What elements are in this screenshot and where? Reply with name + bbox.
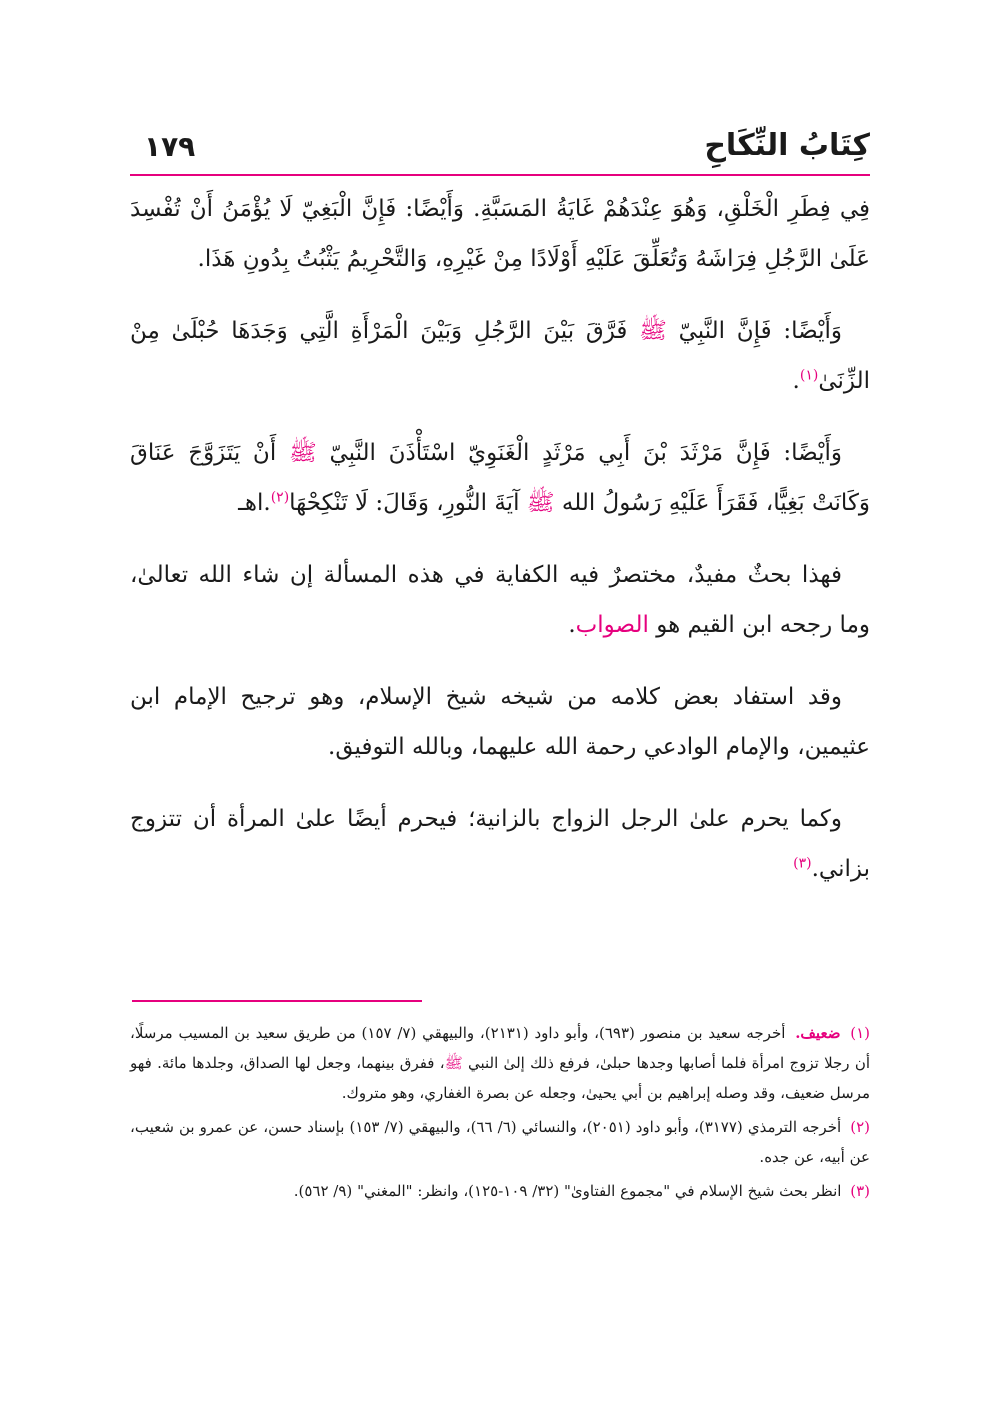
footnote-1-text-b: ، ففرق بينهما، وجعل لها الصداق، وجلدها مائة. فهو مرسل ضعيف، وقد وصله إبراهيم بن أبي يحيىٰ، وجعله عن بصرة الغفاري، وهو متروك. <box>130 1054 870 1102</box>
footnote-3-text-a: انظر بحث شيخ الإسلام في <box>674 1182 842 1200</box>
paragraph-5-text: وقد استفاد بعض كلامه من شيخه شيخ الإسلام، وهو ترجيح الإمام ابن عثيمين، والإمام الوادعي رحمة الله عليهما، وبالله التوفيق. <box>130 684 870 760</box>
salutation-glyph: ﷺ <box>639 318 667 344</box>
paragraph-1-text: فِي فِطَرِ الْخَلْقِ، وَهُوَ عِنْدَهُمْ غَايَةُ المَسَبَّةِ. وَأَيْضًا: فَإِنَّ الْبَغِيّ لَا يُؤْمَنُ أَنْ تُفْسِدَ عَلَىٰ الرَّجُلِ فِرَاشَهُ وَتُعَلِّقَ عَلَيْهِ أَوْلَادًا مِنْ غَيْرِهِ، وَالتَّحْرِيمُ يَثْبُتُ بِدُونِ هَذَا. <box>130 196 870 272</box>
page-number: ١٧٩ <box>144 130 196 163</box>
salutation-glyph: ﷺ <box>288 440 317 466</box>
paragraph-3-text-b: أَنْ يَتَزَوَّجَ عَنَاقَ وَكَانَتْ بَغِيًّا، فَقَرَأَ عَلَيْهِ رَسُولُ الله <box>130 440 870 516</box>
footnote-number: (١) <box>850 1024 870 1042</box>
book-title-ref: "مجموع الفتاوىٰ" <box>564 1182 671 1200</box>
book-title-ref: "المغني" <box>357 1182 413 1200</box>
paragraph-2-text-a: وَأَيْضًا: فَإِنَّ النَّبِيّ <box>678 318 842 344</box>
header-divider <box>130 174 870 176</box>
paragraph-6-text: وكما يحرم علىٰ الرجل الزواج بالزانية؛ فيحرم أيضًا علىٰ المرأة أن تتزوج بزاني. <box>130 806 870 882</box>
paragraph-3 <box>130 428 870 528</box>
grading-label: ضعيف. <box>795 1024 841 1042</box>
paragraph-5 <box>130 672 870 772</box>
highlighted-word: الصواب <box>575 612 649 638</box>
paragraph-3-end: .اهـ <box>238 490 271 516</box>
paragraph-2 <box>130 306 870 406</box>
page-header <box>130 118 870 168</box>
salutation-glyph: ﷺ <box>444 1054 463 1072</box>
footnote-2 <box>130 1112 870 1172</box>
paragraph-2-text-b: فَرَّقَ بَيْنَ الرَّجُلِ وَبَيْنَ الْمَرْأَةِ الَّتِي وَجَدَهَا حُبْلَىٰ مِنْ الزِّنَىٰ <box>130 318 870 394</box>
footnote-3-text-c: (٩/ ٥٦٢). <box>293 1182 353 1200</box>
main-text <box>130 184 870 916</box>
footnote-3 <box>130 1176 870 1206</box>
paragraph-4-end: . <box>568 612 576 638</box>
salutation-glyph: ﷺ <box>526 490 555 516</box>
paragraph-3-text-c: آيَةَ النُّورِ، وَقَالَ: لَا تَنْكِحْهَا <box>289 490 520 516</box>
footnote-ref-1[interactable]: (١) <box>799 367 819 384</box>
footnote-ref-3[interactable]: (٣) <box>793 855 812 872</box>
footnote-1-text-a: أخرجه سعيد بن منصور (٦٩٣)، وأبو داود (٢١٣١)، والبيهقي (٧/ ١٥٧) من طريق سعيد بن المسيب مرسلًا، أن رجلا تزوج امرأة فلما أصابها وجدها حبلىٰ، فرفع ذلك إلىٰ النبي <box>130 1024 871 1072</box>
book-page <box>130 118 870 1318</box>
footnote-1 <box>130 1018 870 1108</box>
footnote-divider <box>132 1000 422 1002</box>
footnote-2-text: أخرجه الترمذي (٣١٧٧)، وأبو داود (٢٠٥١)، والنسائي (٦/ ٦٦)، والبيهقي (٧/ ١٥٣) بإسناد حسن، عن عمرو بن شعيب، عن أبيه، عن جده. <box>130 1118 870 1166</box>
footnote-number: (٣) <box>850 1182 870 1200</box>
footnote-ref-2[interactable]: (٢) <box>270 489 290 506</box>
paragraph-2-end: . <box>792 368 800 394</box>
footnotes <box>130 1018 870 1210</box>
paragraph-4-text: فهذا بحثٌ مفيدٌ، مختصرٌ فيه الكفاية في هذه المسألة إن شاء الله تعالىٰ، وما رجحه ابن القيم هو <box>130 562 870 638</box>
paragraph-4 <box>130 550 870 650</box>
paragraph-3-text-a: وَأَيْضًا: فَإِنَّ مَرْثَدَ بْنَ أَبِي مَرْثَدٍ الْغَنَوِيّ اسْتَأْذَنَ النَّبِيّ <box>329 440 843 466</box>
paragraph-6 <box>130 794 870 894</box>
book-title: كِتَابُ النِّكَاحِ <box>704 128 870 163</box>
paragraph-1 <box>130 184 870 284</box>
footnote-number: (٢) <box>850 1118 870 1136</box>
footnote-3-text-b: (٣٢/ ١٠٩-١٢٥)، وانظر: <box>417 1182 560 1200</box>
